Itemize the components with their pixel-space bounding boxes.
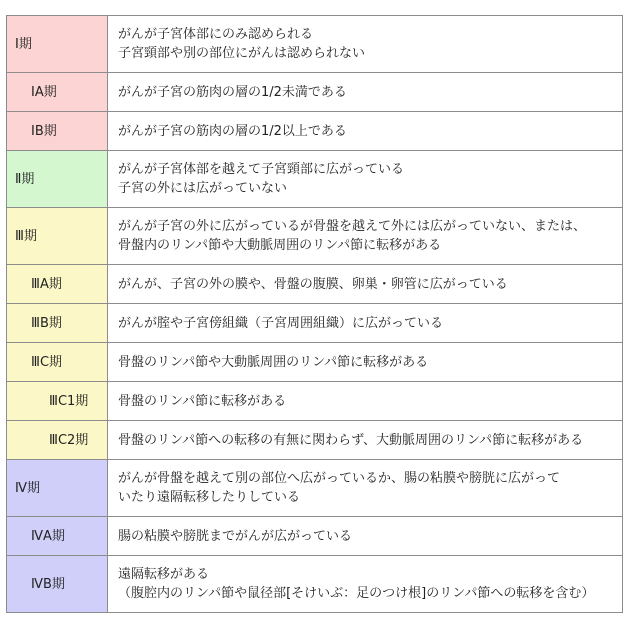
description-line: がんが子宮の外に広がっているが骨盤を越えて外には広がっていない、または、 [118, 219, 587, 234]
table-row [7, 304, 623, 343]
stage-label: Ⅰ期 [15, 36, 32, 52]
table-row [7, 421, 623, 460]
table-row [7, 517, 623, 556]
description-line: 腸の粘膜や膀胱までがんが広がっている [118, 528, 353, 544]
stage-label: ⅠA期 [31, 84, 57, 100]
stage-label: Ⅱ期 [15, 171, 35, 187]
description-line: がんが子宮の筋肉の層の1/2以上である [118, 123, 347, 139]
table-row [7, 460, 623, 517]
stage-description-cell [108, 421, 623, 460]
description-line: 骨盤のリンパ節への転移の有無に関わらず、大動脈周囲のリンパ節に転移がある [118, 432, 584, 448]
stage-label: ⅢC1期 [49, 393, 89, 409]
description-line: がんが子宮体部にのみ認められる [118, 27, 314, 42]
stage-label: ⅢC2期 [49, 432, 89, 448]
stage-label-cell [7, 265, 108, 304]
stage-label-cell [7, 112, 108, 151]
table-row [7, 265, 623, 304]
stage-label-cell [7, 421, 108, 460]
stage-label: ⅣB期 [31, 576, 65, 592]
table-row [7, 112, 623, 151]
stage-label: ⅢB期 [31, 315, 62, 331]
description-line: がんが子宮の筋肉の層の1/2未満である [118, 84, 347, 100]
description-line: （腹腔内のリンパ節や鼠径部[そけいぶ：足のつけ根]のリンパ節への転移を含む） [118, 586, 595, 601]
table-row [7, 343, 623, 382]
table-row [7, 151, 623, 208]
stage-table-body [7, 16, 623, 613]
stage-description-cell [108, 556, 623, 613]
stage-label: Ⅳ期 [15, 480, 40, 496]
description-line: がんが腟や子宮傍組織（子宮周囲組織）に広がっている [118, 315, 444, 331]
description-line: がんが、子宮の外の膜や、骨盤の腹膜、卵巣・卵管に広がっている [118, 276, 508, 292]
description-line: 子宮の外には広がっていない [118, 181, 288, 196]
stage-label: ⅣA期 [31, 528, 65, 544]
description-line: がんが子宮体部を越えて子宮頸部に広がっている [118, 162, 405, 177]
stage-description-cell [108, 112, 623, 151]
description-line: いたり遠隔転移したりしている [118, 490, 301, 505]
stage-label-cell [7, 556, 108, 613]
stage-description-cell [108, 265, 623, 304]
stage-label-cell [7, 16, 108, 73]
stage-label-cell [7, 460, 108, 517]
stage-description-cell [108, 73, 623, 112]
table-row [7, 73, 623, 112]
stage-description-cell [108, 208, 623, 265]
stage-label: Ⅲ期 [15, 228, 37, 244]
stage-label: ⅢA期 [31, 276, 62, 292]
description-line: 骨盤のリンパ節や大動脈周囲のリンパ節に転移がある [118, 354, 429, 370]
description-line: 骨盤のリンパ節に転移がある [118, 393, 287, 409]
stage-label-cell [7, 517, 108, 556]
stage-label-cell [7, 151, 108, 208]
stage-label-cell [7, 73, 108, 112]
table-row [7, 556, 623, 613]
description-line: 骨盤内のリンパ節や大動脈周囲のリンパ節に転移がある [118, 238, 442, 253]
stage-description-cell [108, 460, 623, 517]
stage-label: ⅠB期 [31, 123, 57, 139]
stage-description-cell [108, 343, 623, 382]
stage-label-cell [7, 382, 108, 421]
description-line: 遠隔転移がある [118, 567, 210, 582]
stage-description-cell [108, 304, 623, 343]
stage-label-cell [7, 304, 108, 343]
table-row [7, 382, 623, 421]
stage-description-cell [108, 382, 623, 421]
table-row [7, 208, 623, 265]
stage-table [6, 15, 623, 613]
stage-label-cell [7, 208, 108, 265]
stage-label: ⅢC期 [31, 354, 63, 370]
stage-description-cell [108, 16, 623, 73]
description-line: がんが骨盤を越えて別の部位へ広がっているか、腸の粘膜や膀胱に広がって [118, 471, 561, 486]
stage-description-cell [108, 517, 623, 556]
description-line: 子宮頸部や別の部位にがんは認められない [118, 46, 366, 61]
table-row [7, 16, 623, 73]
stage-label-cell [7, 343, 108, 382]
stage-description-cell [108, 151, 623, 208]
